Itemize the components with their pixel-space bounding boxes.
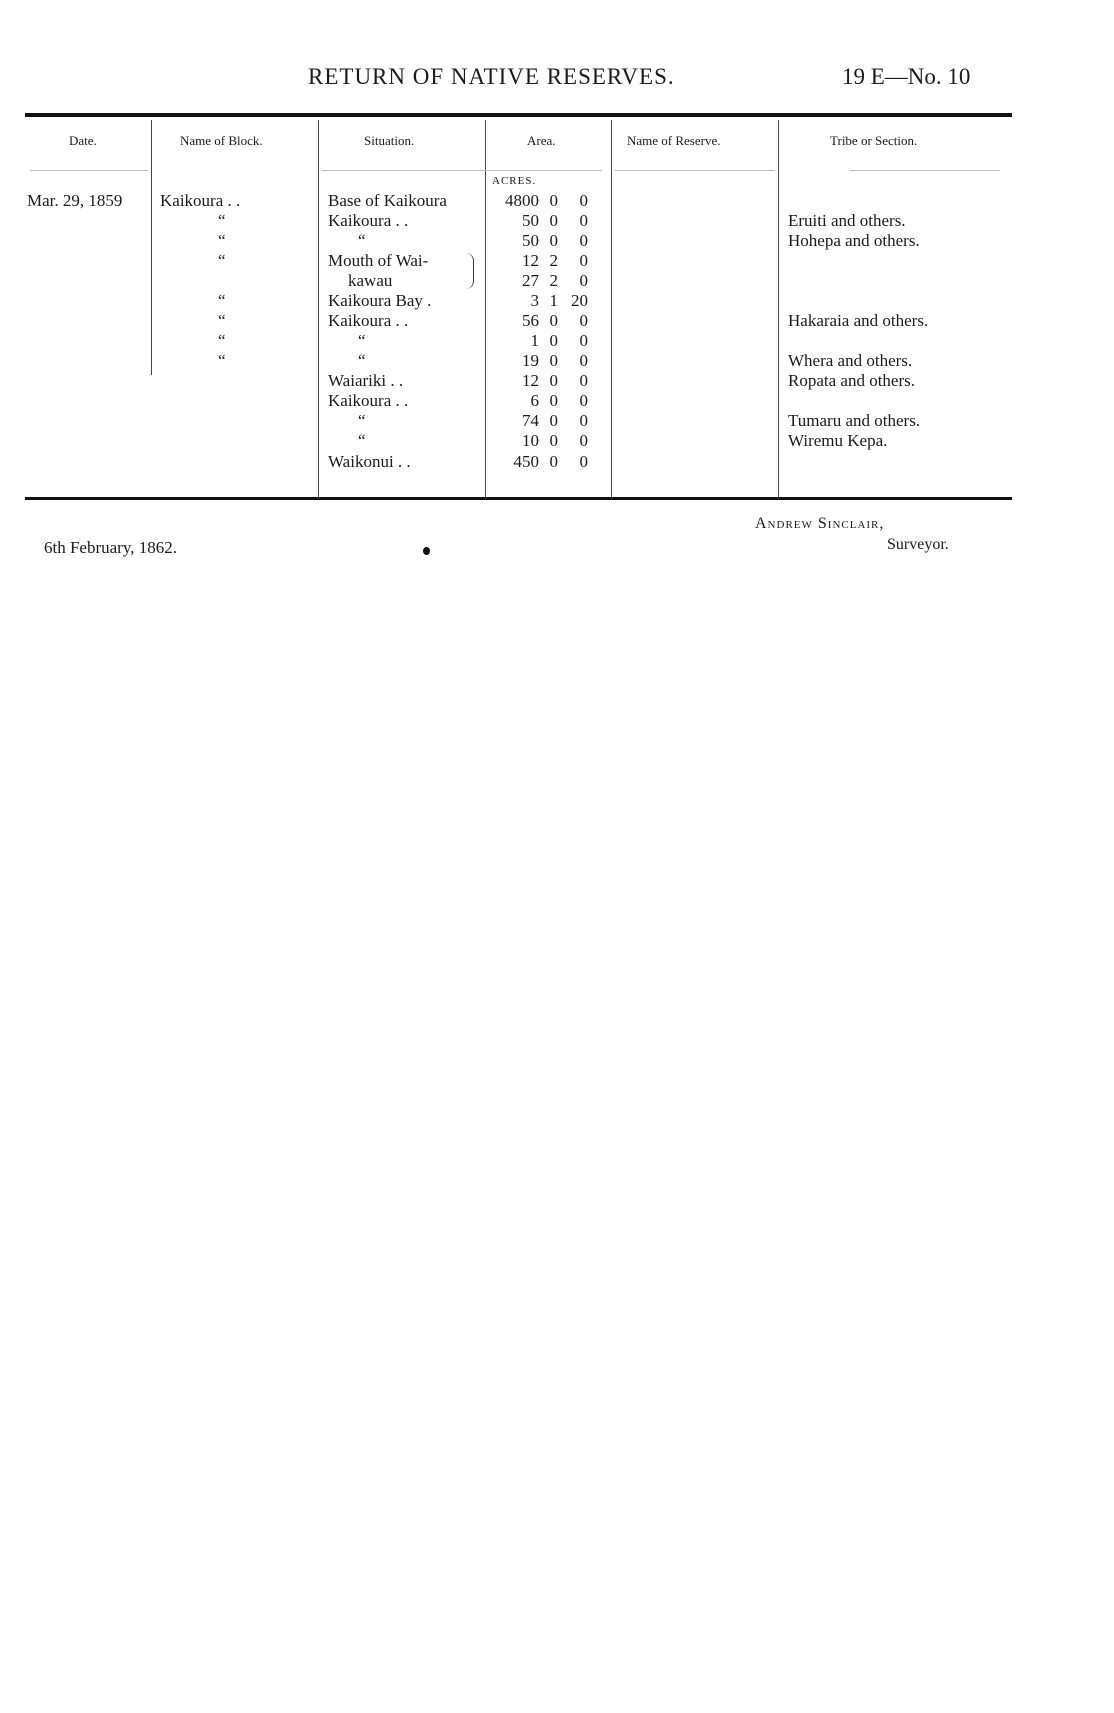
area-acres: 12 <box>522 251 539 270</box>
area-acres: 50 <box>522 211 539 230</box>
header-separator <box>30 170 148 171</box>
table-row <box>0 271 1114 291</box>
table-row <box>0 231 1114 251</box>
area-acres: 12 <box>522 371 539 390</box>
cell-date: Mar. 29, 1859 <box>27 191 123 210</box>
area-acres: 450 <box>513 452 539 471</box>
cell-tribe: Eruiti and others. <box>788 211 906 230</box>
area-roods: 0 <box>549 411 558 430</box>
area-acres: 1 <box>530 331 539 350</box>
area-roods: 0 <box>549 431 558 450</box>
area-perches: 0 <box>579 271 588 290</box>
table-row <box>0 251 1114 271</box>
cell-tribe: Tumaru and others. <box>788 411 921 430</box>
cell-situation: Kaikoura . . <box>328 391 409 410</box>
signatory-name: Andrew Sinclair, <box>755 515 885 532</box>
area-perches: 0 <box>579 351 588 370</box>
table-row <box>0 311 1114 331</box>
cell-tribe: Ropata and others. <box>788 371 915 390</box>
area-roods: 0 <box>549 371 558 390</box>
area-acres: 3 <box>530 291 539 310</box>
area-roods: 0 <box>549 351 558 370</box>
area-perches: 0 <box>579 231 588 250</box>
area-perches: 0 <box>579 191 588 210</box>
header-separator <box>615 170 775 171</box>
header-separator <box>850 170 1000 171</box>
table-row <box>0 411 1114 431</box>
table-bottom-rule <box>25 497 1012 500</box>
area-roods: 1 <box>549 291 558 310</box>
cell-block: “ <box>218 211 226 230</box>
cell-situation: Kaikoura . . <box>328 211 409 230</box>
area-perches: 0 <box>579 391 588 410</box>
area-perches: 0 <box>579 452 588 471</box>
cell-situation: “ <box>358 411 366 430</box>
document-date: 6th February, 1862. <box>44 538 177 557</box>
area-roods: 0 <box>549 191 558 210</box>
area-perches: 0 <box>579 331 588 350</box>
area-roods: 0 <box>549 211 558 230</box>
area-unit-label: ACRES. <box>492 175 537 187</box>
cell-situation: Waikonui . . <box>328 452 411 471</box>
area-acres: 19 <box>522 351 539 370</box>
cell-situation: Kaikoura Bay . <box>328 291 432 310</box>
cell-block: “ <box>218 331 226 350</box>
page-title: RETURN OF NATIVE RESERVES. <box>308 64 675 89</box>
cell-situation: “ <box>358 231 366 250</box>
brace-mark <box>466 253 474 289</box>
table-row <box>0 191 1114 211</box>
area-acres: 6 <box>530 391 539 410</box>
area-roods: 0 <box>549 452 558 471</box>
area-perches: 0 <box>579 411 588 430</box>
cell-situation: Waiariki . . <box>328 371 404 390</box>
table-top-rule <box>25 113 1012 117</box>
cell-tribe: Whera and others. <box>788 351 913 370</box>
cell-block: “ <box>218 251 226 270</box>
area-perches: 20 <box>571 291 588 310</box>
cell-situation: “ <box>358 351 366 370</box>
cell-block: Kaikoura . . <box>160 191 241 210</box>
cell-tribe: Hohepa and others. <box>788 231 920 250</box>
area-roods: 0 <box>549 391 558 410</box>
area-perches: 0 <box>579 251 588 270</box>
column-header-tribe: Tribe or Section. <box>830 133 918 148</box>
cell-block: “ <box>218 311 226 330</box>
area-acres: 4800 <box>505 191 539 210</box>
area-acres: 27 <box>522 271 539 290</box>
area-roods: 0 <box>549 311 558 330</box>
column-header-reserve: Name of Reserve. <box>627 133 721 148</box>
area-roods: 0 <box>549 231 558 250</box>
cell-situation: Kaikoura . . <box>328 311 409 330</box>
column-header-block: Name of Block. <box>180 133 263 148</box>
cell-situation: “ <box>358 331 366 350</box>
area-perches: 0 <box>579 431 588 450</box>
ink-dot <box>423 547 430 555</box>
area-perches: 0 <box>579 371 588 390</box>
signatory-role: Surveyor. <box>887 536 949 553</box>
area-roods: 2 <box>549 271 558 290</box>
cell-block: “ <box>218 231 226 250</box>
table-row <box>0 371 1114 391</box>
area-roods: 2 <box>549 251 558 270</box>
column-header-date: Date. <box>69 133 97 148</box>
area-perches: 0 <box>579 211 588 230</box>
table-row <box>0 431 1114 451</box>
cell-block: “ <box>218 291 226 310</box>
cell-block: “ <box>218 351 226 370</box>
area-acres: 56 <box>522 311 539 330</box>
area-roods: 0 <box>549 331 558 350</box>
table-row <box>0 291 1114 311</box>
table-row <box>0 211 1114 231</box>
cell-tribe: Wiremu Kepa. <box>788 431 888 450</box>
table-row <box>0 391 1114 411</box>
table-row <box>0 331 1114 351</box>
page-reference: 19 E—No. 10 <box>842 64 971 89</box>
column-header-area: Area. <box>527 133 556 148</box>
cell-situation: Base of Kaikoura <box>328 191 447 210</box>
area-acres: 50 <box>522 231 539 250</box>
cell-situation: Mouth of Wai- <box>328 251 429 270</box>
area-acres: 10 <box>522 431 539 450</box>
column-header-situation: Situation. <box>364 133 415 148</box>
area-acres: 74 <box>522 411 539 430</box>
area-perches: 0 <box>579 311 588 330</box>
header-separator <box>322 170 602 171</box>
table-row <box>0 351 1114 371</box>
cell-situation: kawau <box>348 271 393 290</box>
cell-tribe: Hakaraia and others. <box>788 311 929 330</box>
table-row <box>0 452 1114 472</box>
cell-situation: “ <box>358 431 366 450</box>
